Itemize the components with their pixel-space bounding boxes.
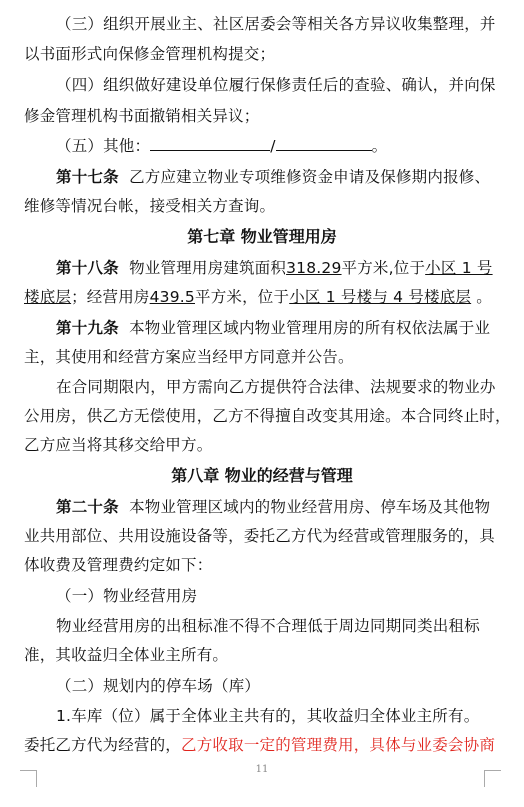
para-item-5 (56, 136, 387, 156)
article-18-title: 第十八条 (56, 259, 119, 277)
section-2-heading: （二）规划内的停车场（库） (56, 677, 261, 695)
para-item-4: （四）组织做好建设单位履行保修责任后的查验、确认，并向保 (56, 76, 496, 94)
fill-blank-2[interactable] (276, 136, 372, 151)
section-1-heading: （一）物业经营用房 (56, 587, 198, 605)
section-2-text: 委托乙方代为经营的， (24, 736, 182, 754)
highlighted-text: 乙方收取一定的管理费用，具体与业委会协商 (181, 736, 496, 754)
para-contract-3: 乙方应当将其移交给甲方。 (24, 436, 213, 454)
para-item-3-cont: 以书面形式向保修金管理机构提交； (24, 45, 276, 63)
blank-separator: / (270, 137, 276, 155)
article-20-text: 本物业管理区域内的物业经营用房、停车场及其他物 (129, 498, 491, 516)
section-1-para-cont: 准，其收益归全体业主所有。 (24, 646, 229, 664)
crop-mark-right (484, 770, 501, 787)
fill-blank-1[interactable] (150, 136, 270, 151)
location-2: 小区 1 号楼与 4 号楼底层 (289, 288, 472, 306)
para-item-3: （三）组织开展业主、社区居委会等相关各方异议收集整理，并 (56, 15, 496, 33)
article-18-text-3: ；经营用房 (71, 288, 150, 306)
article-17-title: 第十七条 (56, 168, 119, 186)
chapter-7-heading: 第七章 物业管理用房 (187, 227, 337, 246)
article-18-cont (24, 287, 492, 307)
article-17 (56, 167, 490, 187)
article-18-text-5: 。 (471, 288, 492, 306)
area-value-2: 439.5 (149, 288, 195, 306)
location-1: 小区 1 号 (425, 259, 493, 277)
article-18-text-1: 物业管理用房建筑面积 (129, 259, 287, 277)
para-contract-2: 公用房，供乙方无偿使用，乙方不得擅自改变其用途。本合同终止时， (24, 407, 511, 425)
location-1-cont: 楼底层 (24, 288, 72, 306)
item-5-end: 。 (371, 137, 388, 155)
article-17-text: 乙方应建立物业专项维修资金申请及保修期内报修、 (129, 168, 491, 186)
article-18-text-2: 平方米,位于 (341, 259, 426, 277)
article-18 (56, 258, 493, 278)
article-19-text: 本物业管理区域内物业管理用房的所有权依法属于业 (129, 319, 491, 337)
area-value-1: 318.29 (286, 259, 342, 277)
article-19-title: 第十九条 (56, 319, 119, 337)
page-number: 11 (255, 764, 269, 775)
para-item-4-cont: 修金管理机构书面撤销相关异议； (24, 107, 260, 125)
article-19-cont: 主，其使用和经营方案应当经甲方同意并公告。 (24, 348, 354, 366)
item-5-label: （五）其他： (56, 137, 151, 155)
article-20-title: 第二十条 (56, 498, 119, 516)
section-2-para-cont (24, 735, 495, 755)
article-20-cont-2: 体收费及管理费约定如下： (24, 556, 213, 574)
crop-mark-left (20, 770, 37, 787)
article-20 (56, 497, 490, 517)
section-2-para: 1.车库（位）属于全体业主共有的，其收益归全体业主所有。 (56, 707, 480, 725)
section-1-para: 物业经营用房的出租标准不得不合理低于周边同期同类出租标 (56, 617, 480, 635)
article-18-text-4: 平方米，位于 (195, 288, 290, 306)
para-contract-1: 在合同期限内，甲方需向乙方提供符合法律、法规要求的物业办 (56, 378, 496, 396)
article-19 (56, 318, 490, 338)
article-20-cont: 业共用部位、共用设施设备等，委托乙方代为经营或管理服务的，具 (24, 527, 496, 545)
article-17-cont: 维修等情况台帐，接受相关方查询。 (24, 197, 276, 215)
chapter-8-heading: 第八章 物业的经营与管理 (171, 466, 353, 485)
